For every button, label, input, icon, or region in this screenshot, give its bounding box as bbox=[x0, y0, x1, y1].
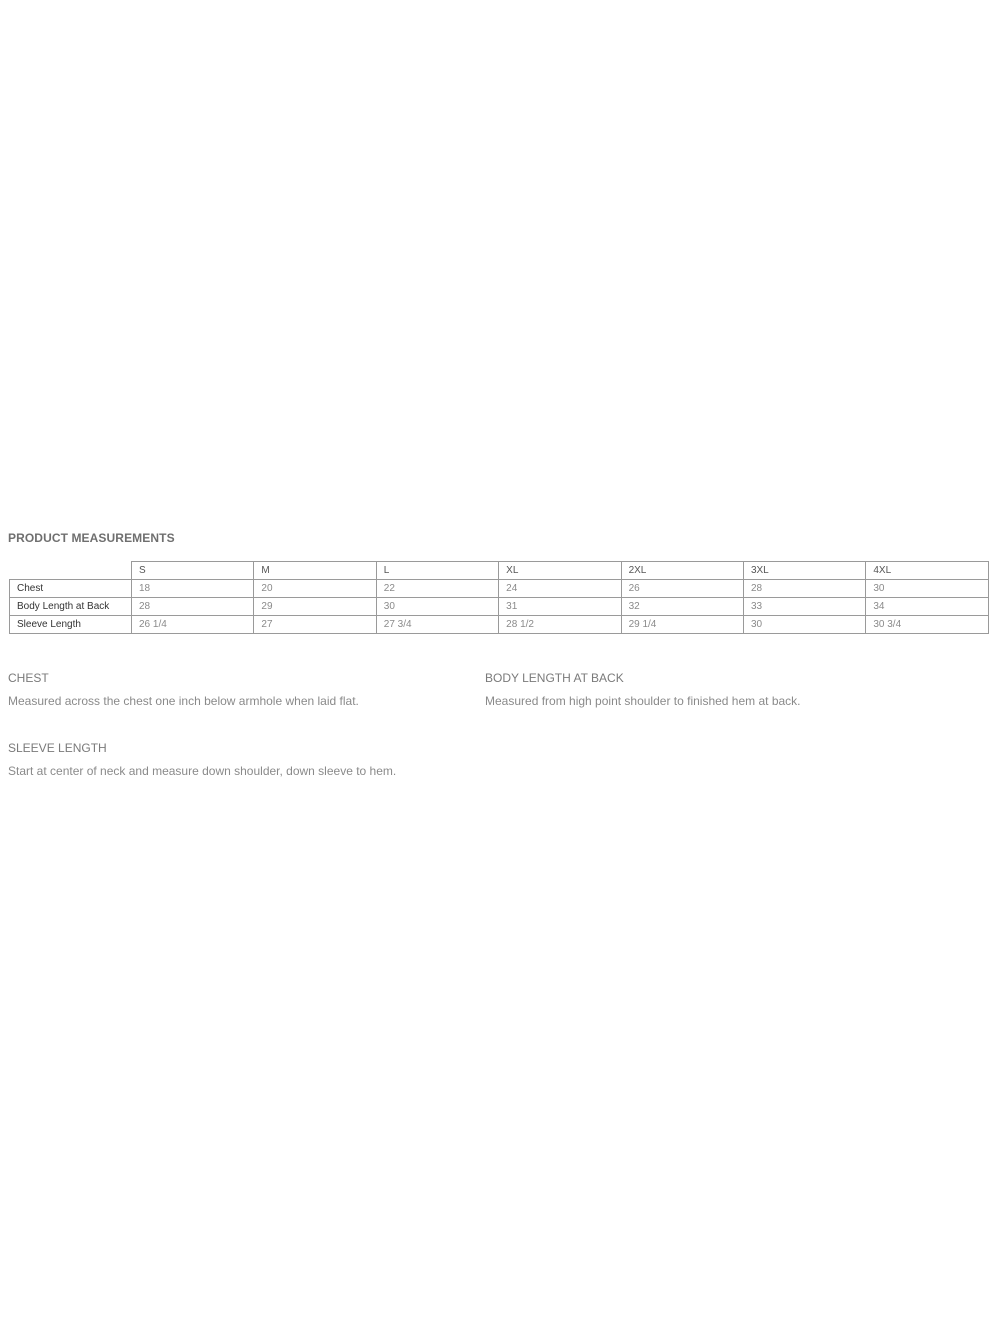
size-header-2xl: 2XL bbox=[621, 562, 743, 580]
table-cell: 34 bbox=[866, 598, 988, 616]
size-header-l: L bbox=[376, 562, 498, 580]
table-cell: 18 bbox=[132, 580, 254, 598]
table-cell: 33 bbox=[743, 598, 865, 616]
sleeve-length-description-title: SLEEVE LENGTH bbox=[8, 741, 107, 755]
table-row-body-length bbox=[10, 598, 989, 616]
table-cell: 20 bbox=[254, 580, 376, 598]
row-label-sleeve-length: Sleeve Length bbox=[10, 616, 132, 634]
table-corner-cell bbox=[10, 562, 132, 580]
size-header-4xl: 4XL bbox=[866, 562, 988, 580]
body-length-description bbox=[485, 671, 801, 708]
table-cell: 30 bbox=[743, 616, 865, 634]
table-cell: 30 bbox=[376, 598, 498, 616]
chest-description bbox=[8, 671, 359, 708]
table-cell: 31 bbox=[499, 598, 621, 616]
table-cell: 24 bbox=[499, 580, 621, 598]
table-cell: 32 bbox=[621, 598, 743, 616]
table-cell: 28 bbox=[743, 580, 865, 598]
table-cell: 26 bbox=[621, 580, 743, 598]
body-length-description-title: BODY LENGTH AT BACK bbox=[485, 671, 624, 685]
table-cell: 28 1/2 bbox=[499, 616, 621, 634]
size-header-3xl: 3XL bbox=[743, 562, 865, 580]
table-cell: 27 bbox=[254, 616, 376, 634]
chest-description-text: Measured across the chest one inch below armhole when laid flat. bbox=[8, 694, 359, 708]
table-cell: 27 3/4 bbox=[376, 616, 498, 634]
section-title: PRODUCT MEASUREMENTS bbox=[8, 531, 175, 545]
size-chart-table bbox=[9, 561, 989, 634]
row-label-body-length: Body Length at Back bbox=[10, 598, 132, 616]
size-header-m: M bbox=[254, 562, 376, 580]
table-row-chest bbox=[10, 580, 989, 598]
sleeve-length-description bbox=[8, 741, 396, 778]
size-header-s: S bbox=[132, 562, 254, 580]
table-cell: 30 3/4 bbox=[866, 616, 988, 634]
table-cell: 28 bbox=[132, 598, 254, 616]
table-cell: 30 bbox=[866, 580, 988, 598]
table-cell: 29 bbox=[254, 598, 376, 616]
table-cell: 29 1/4 bbox=[621, 616, 743, 634]
size-header-xl: XL bbox=[499, 562, 621, 580]
table-row-sleeve-length bbox=[10, 616, 989, 634]
body-length-description-text: Measured from high point shoulder to finished hem at back. bbox=[485, 694, 801, 708]
sleeve-length-description-text: Start at center of neck and measure down shoulder, down sleeve to hem. bbox=[8, 764, 397, 778]
table-cell: 26 1/4 bbox=[132, 616, 254, 634]
size-header-row bbox=[10, 562, 989, 580]
table-cell: 22 bbox=[376, 580, 498, 598]
row-label-chest: Chest bbox=[10, 580, 132, 598]
chest-description-title: CHEST bbox=[8, 671, 49, 685]
